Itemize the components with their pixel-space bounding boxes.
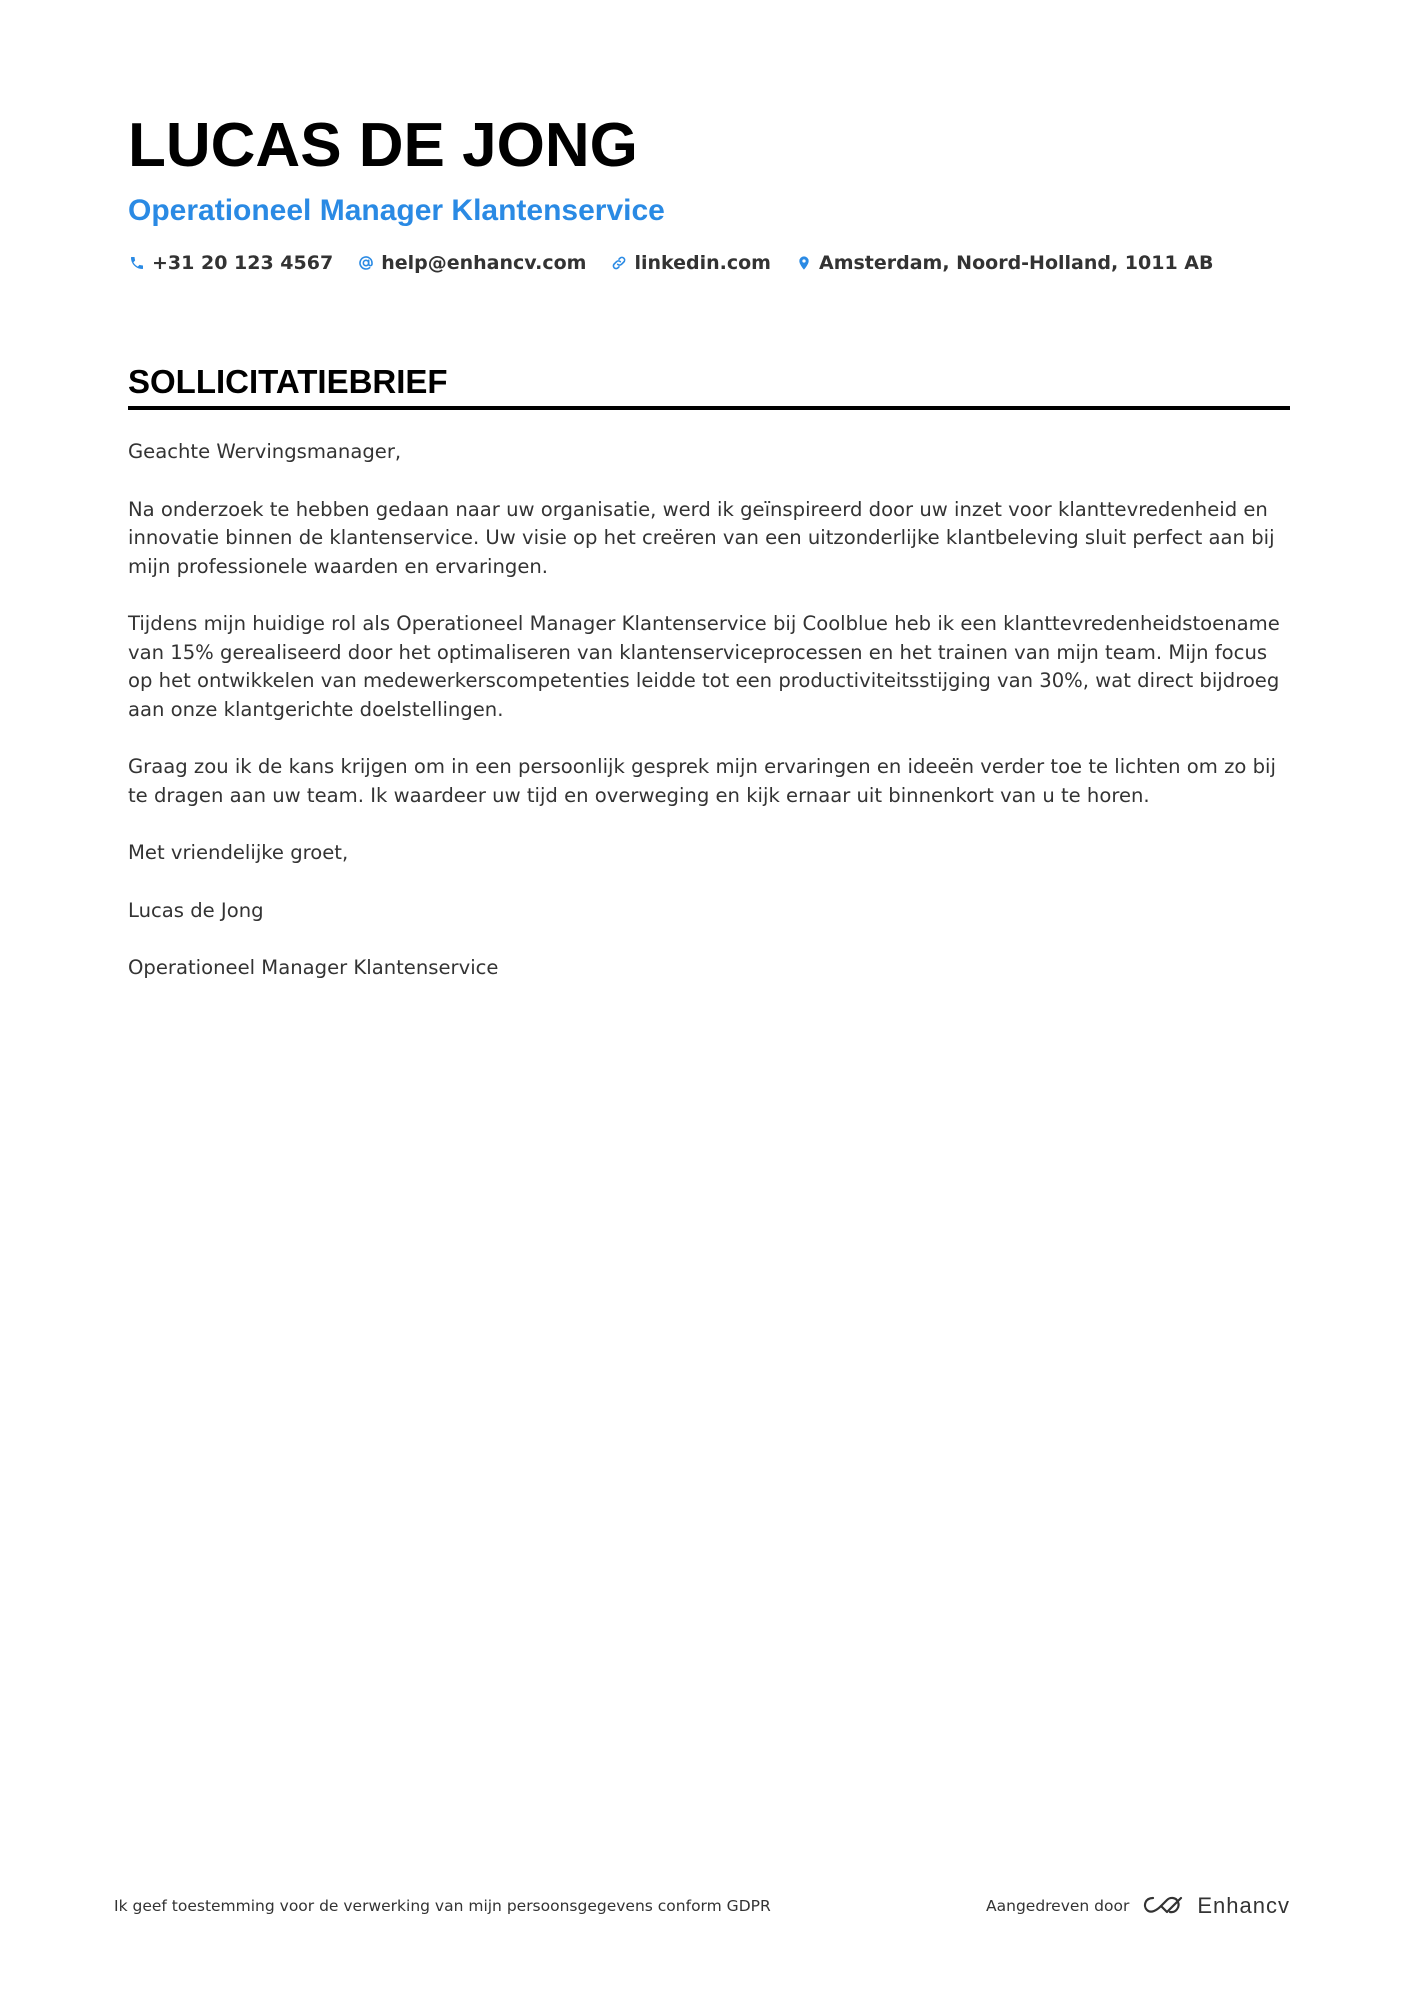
cover-letter-page (128, 110, 1290, 1012)
section-divider (128, 406, 1290, 410)
link-icon (610, 254, 628, 272)
contact-phone[interactable] (128, 252, 333, 274)
salutation: Geachte Wervingsmanager, (128, 440, 402, 463)
contact-linkedin[interactable] (610, 252, 771, 274)
location-text: Amsterdam, Noord-Holland, 1011 AB (818, 252, 1214, 274)
signature-title: Operationeel Manager Klantenservice (128, 956, 499, 979)
closing: Met vriendelijke groet, (128, 841, 349, 864)
gdpr-consent: Ik geef toestemming voor de verwerking van mijn persoonsgegevens conform GDPR (114, 1897, 771, 1915)
brand-name: Enhancv (1197, 1893, 1290, 1918)
phone-text: +31 20 123 4567 (152, 252, 334, 274)
letter-body (128, 438, 1290, 983)
phone-icon (128, 254, 146, 272)
contact-email[interactable] (357, 252, 586, 274)
enhancv-logo-icon (1141, 1894, 1187, 1918)
location-pin-icon (795, 254, 813, 272)
signature-name: Lucas de Jong (128, 898, 264, 922)
section-title: SOLLICITATIEBRIEF (128, 363, 448, 400)
paragraph-3: Graag zou ik de kans krijgen om in een persoonlijk gesprek mijn ervaringen en ideeën verder toe te lichten om zo bij te dragen aan uw team. Ik waardeer uw tijd en overweging en kijk ernaar uit binnenkort van u te horen. (128, 755, 1276, 807)
candidate-name: LUCAS DE JONG (128, 111, 638, 180)
contact-location (795, 252, 1214, 274)
linkedin-text: linkedin.com (634, 252, 771, 274)
paragraph-1: Na onderzoek te hebben gedaan naar uw organisatie, werd ik geïnspireerd door uw inzet voor klanttevredenheid en innovatie binnen de klantenservice. Uw visie op het creëren van een uitzonderlijke klantbeleving sluit perfect aan bij mijn professionele waarden en ervaringen. (128, 497, 1275, 578)
at-icon (357, 254, 375, 272)
powered-by-label: Aangedreven door (986, 1897, 1130, 1915)
candidate-role: Operationeel Manager Klantenservice (128, 194, 665, 227)
powered-by[interactable] (986, 1893, 1290, 1919)
email-text: help@enhancv.com (381, 252, 587, 274)
paragraph-2: Tijdens mijn huidige rol als Operationeel Manager Klantenservice bij Coolblue heb ik een klanttevredenheidstoename van 15% gerealiseerd door het optimaliseren van klantenserviceprocessen en het trainen van mijn team. Mijn focus op het ontwikkelen van medewerkerscompetenties leidde tot een productiviteitsstijging van 30%, wat direct bijdroeg aan onze klantgerichte doelstellingen. (128, 612, 1280, 721)
footer (114, 1893, 1290, 1919)
contact-bar (128, 252, 1290, 274)
